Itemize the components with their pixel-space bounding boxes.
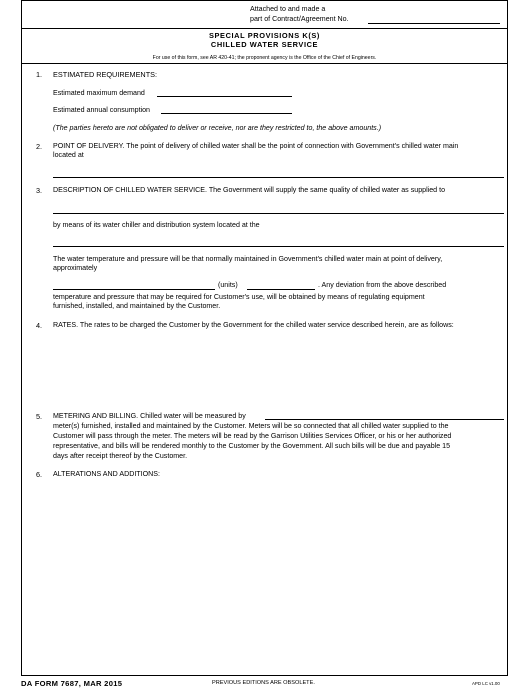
description-text: DESCRIPTION OF CHILLED WATER SERVICE. The Government will supply the same quality of chilled water as supplied to: [53, 186, 446, 194]
attached-label-1: Attached to and made a: [250, 5, 326, 13]
version-label: APD LC v1.00: [472, 681, 500, 686]
delivery-location-field[interactable]: [53, 177, 504, 178]
section-number: 2.: [36, 142, 43, 151]
temperature-text-2: approximately: [53, 264, 98, 272]
section-title: ALTERATIONS AND ADDITIONS:: [53, 470, 160, 478]
alterations-field[interactable]: [53, 482, 504, 670]
metering-text-4: representative, and bills will be rendered monthly to the Customer by the Government. All such bills will be due and payable 15: [53, 442, 451, 450]
contract-number-field[interactable]: [368, 23, 500, 24]
section-number: 4.: [36, 321, 43, 330]
metering-text-3: Customer will pass through the meter. The meters will be read by the Garrison Utilities Services Officer, or his or her authorized: [53, 432, 452, 440]
rates-field[interactable]: [53, 334, 504, 406]
max-demand-field[interactable]: [157, 96, 292, 97]
divider: [21, 63, 508, 64]
units-label: (units): [218, 281, 238, 289]
section-title: ESTIMATED REQUIREMENTS:: [53, 70, 158, 79]
metering-text-1: METERING AND BILLING. Chilled water will be measured by: [53, 412, 246, 420]
editions-note: PREVIOUS EDITIONS ARE OBSOLETE.: [212, 680, 315, 686]
delivery-text-2: located at: [53, 151, 84, 159]
form-usage-note: For use of this form, see AR 420-41; the proponent agency is the Office of the Chief of Engineers.: [152, 55, 377, 61]
regulating-text-1: temperature and pressure that may be required for Customer's use, will be obtained by means of regulating equipment: [53, 293, 425, 301]
regulating-text-2: furnished, installed, and maintained by the Customer.: [53, 302, 221, 310]
deviation-text: . Any deviation from the above described: [318, 281, 447, 289]
max-demand-label: Estimated maximum demand: [53, 89, 145, 97]
section-number: 6.: [36, 470, 43, 479]
section-number: 5.: [36, 412, 43, 421]
section-number: 3.: [36, 186, 43, 195]
section-number: 1.: [36, 70, 43, 79]
delivery-text-1: POINT OF DELIVERY. The point of delivery of chilled water shall be the point of connection with Government's chilled water main: [53, 142, 459, 150]
annual-consumption-field[interactable]: [161, 113, 292, 114]
supplied-to-field[interactable]: [53, 213, 504, 214]
metering-text-5: days after receipt thereof by the Customer.: [53, 452, 188, 460]
form-number: DA FORM 7687, MAR 2015: [21, 679, 123, 688]
temperature-text-1: The water temperature and pressure will be that normally maintained in Government's chilled water main at point of delivery,: [53, 255, 443, 263]
divider: [21, 28, 508, 29]
form-title: SPECIAL PROVISIONS K(S): [209, 31, 320, 40]
pressure-value-field[interactable]: [247, 289, 315, 290]
chiller-text: by means of its water chiller and distribution system located at the: [53, 221, 260, 229]
requirements-note: (The parties hereto are not obligated to deliver or receive, nor are they restricted to, the above amounts.): [53, 124, 382, 132]
metering-text-2: meter(s) furnished, installed and maintained by the Customer. Meters will be so connected that all chilled water supplied to the: [53, 422, 449, 430]
chiller-location-field[interactable]: [53, 246, 504, 247]
annual-consumption-label: Estimated annual consumption: [53, 106, 151, 114]
rates-text: RATES. The rates to be charged the Customer by the Government for the chilled water service described herein, are as follows:: [53, 321, 454, 329]
metering-method-field[interactable]: [265, 419, 504, 420]
temperature-value-field[interactable]: [53, 289, 215, 290]
attached-label-2: part of Contract/Agreement No.: [250, 15, 349, 23]
form-subtitle: CHILLED WATER SERVICE: [210, 40, 319, 49]
